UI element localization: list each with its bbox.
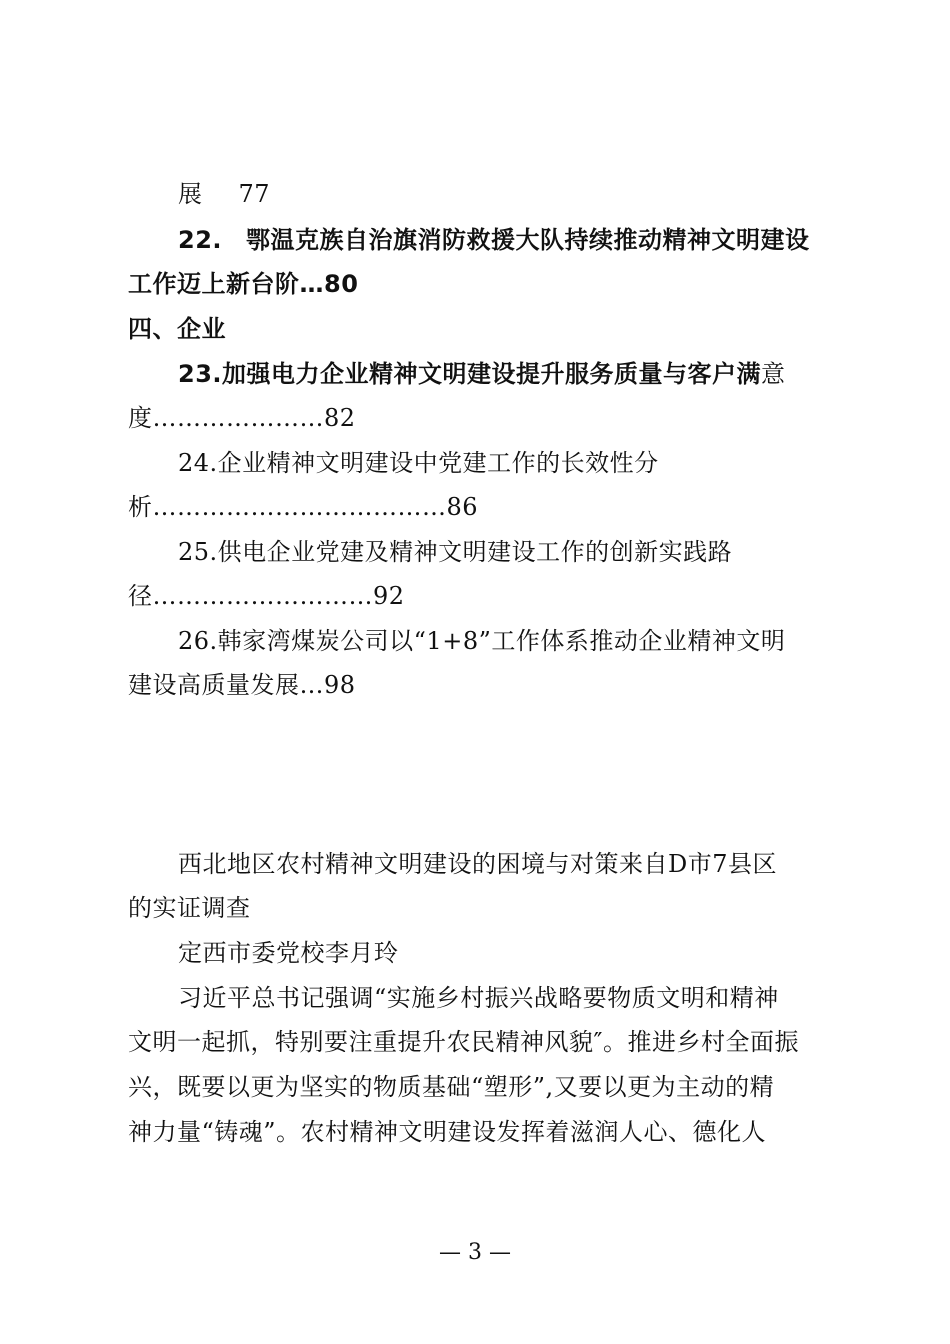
toc-item-25-line1: 25.供电企业党建及精神文明建设工作的创新实践路 [178, 538, 733, 566]
toc-item-21-tail-text: 展 [178, 180, 203, 208]
toc-item-24-line1: 24.企业精神文明建设中党建工作的长效性分 [178, 449, 659, 477]
toc-item-23-line2: 度…………………82 [128, 404, 356, 432]
toc-item-22-number: 22. [178, 226, 223, 254]
page-number: — 3 — [439, 1240, 511, 1265]
toc-item-21-tail [178, 178, 270, 210]
toc-item-24-line2: 析………………………………86 [128, 493, 479, 521]
toc-item-23-line1 [178, 358, 786, 390]
toc-item-26-line2: 建设高质量发展…98 [128, 671, 356, 699]
article-body-line1: 习近平总书记强调“实施乡村振兴战略要物质文明和精神 [178, 984, 779, 1012]
article-body-line4: 神力量“铸魂”。农村精神文明建设发挥着滋润人心、德化人 [128, 1118, 767, 1146]
article-body-line2: 文明一起抓，特别要注重提升农民精神风貌″。推进乡村全面振 [128, 1028, 799, 1056]
toc-item-22-title: 鄂温克族自治旗消防救援大队持续推动精神文明建设 [246, 226, 810, 254]
toc-item-25-line2: 径………………………92 [128, 582, 405, 610]
toc-item-22-line2: 工作迈上新台阶…80 [128, 270, 359, 298]
article-title-line1: 西北地区农村精神文明建设的困境与对策来自D市7县区 [178, 850, 778, 878]
article-author: 定西市委党校李月玲 [178, 939, 399, 967]
toc-item-26-line1: 26.韩家湾煤炭公司以“1+8”工作体系推动企业精神文明 [178, 627, 786, 655]
section-heading-enterprise: 四、企业 [128, 315, 226, 343]
toc-item-23-title-rest: 意 [761, 360, 786, 388]
toc-item-21-page: 77 [238, 180, 271, 208]
toc-item-22-line1 [178, 224, 810, 256]
article-body-line3: 兴，既要以更为坚实的物质基础“塑形”,又要以更为主动的精 [128, 1073, 775, 1101]
article-title-line2: 的实证调查 [128, 894, 251, 922]
toc-item-23-title-bold: 23.加强电力企业精神文明建设提升服务质量与客户满 [178, 360, 762, 388]
